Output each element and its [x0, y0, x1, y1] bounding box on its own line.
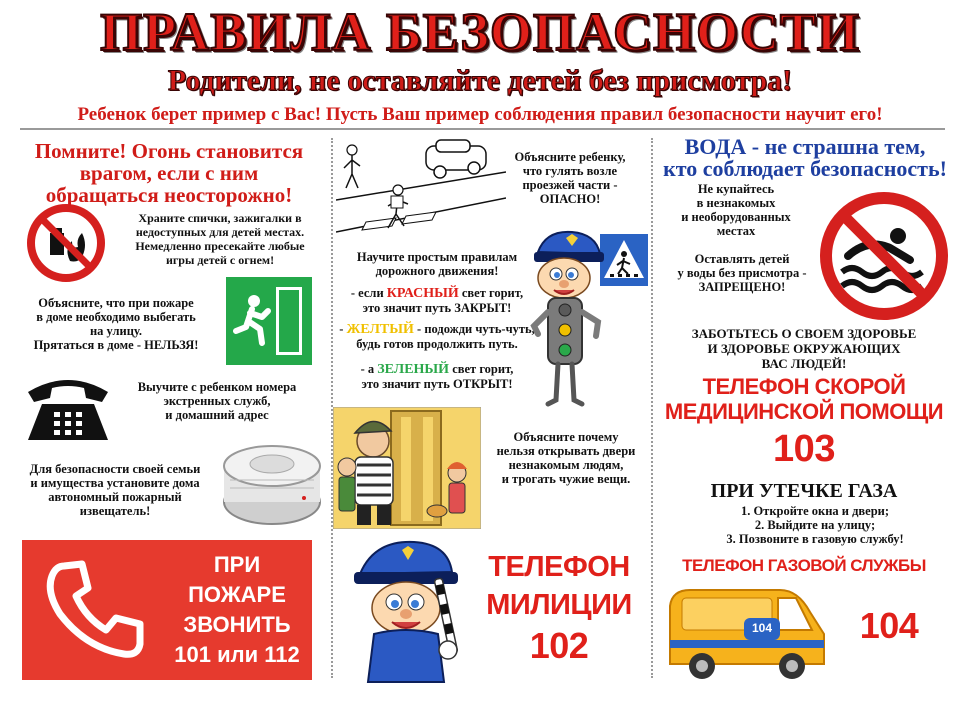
gas-van-number: 104 — [751, 621, 773, 635]
header-separator — [20, 128, 945, 130]
phone-handset-icon — [42, 558, 154, 662]
kids-water-text: Оставлять детей у воды без присмотра - ЗАПРЕЩЕНО! — [677, 252, 807, 294]
exit-text: Объясните, что при пожаре в доме необходимо выбегать на улицу. Прятаться в доме - НЕЛЬЗЯ! — [33, 296, 199, 352]
yellow-light-rule: - ЖЕЛТЫЙ - подожди чуть-чуть, будь готов продолжить путь. — [339, 322, 535, 351]
police-phone-label: ТЕЛЕФОН МИЛИЦИИ 102 — [486, 551, 632, 666]
traffic-light-icon — [530, 226, 608, 412]
gas-phone-number: 104 — [859, 605, 919, 646]
page-tagline: Ребенок берет пример с Вас! Пусть Ваш пример соблюдения правил безопасности научит его! — [77, 104, 883, 125]
phone-text: Выучите с ребенком номера экстренных служб, и домашний адрес — [137, 380, 297, 422]
stranger-door-illustration — [333, 407, 481, 529]
gas-van-icon — [660, 582, 830, 682]
smoke-detector-icon — [220, 440, 324, 532]
red-light-rule: - если КРАСНЫЙ свет горит, это значит путь ЗАКРЫТ! — [350, 286, 524, 315]
no-swimming-icon — [818, 190, 950, 322]
fire-call-text: ПРИ ПОЖАРЕ ЗВОНИТЬ 101 или 112 — [174, 552, 300, 667]
road-rules-intro: Научите простым правилам дорожного движения! — [356, 250, 518, 278]
gas-steps: 1. Откройте окна и двери; 2. Выйдите на улицу; 3. Позвоните в газовую службу! — [726, 504, 904, 546]
matches-text: Храните спички, зажигалки в недоступных для детей местах. Немедленно пресекайте любые игры детей с огнем! — [135, 211, 305, 267]
gas-heading: ПРИ УТЕЧКЕ ГАЗА — [710, 480, 898, 502]
water-heading: ВОДА - не страшна тем, кто соблюдает безопасность! — [663, 134, 947, 181]
gas-phone-label: ТЕЛЕФОН ГАЗОВОЙ СЛУЖБЫ — [682, 556, 926, 575]
policeman-illustration — [344, 534, 468, 684]
no-fire-icon — [26, 203, 106, 283]
fire-call-box — [22, 540, 312, 680]
exit-sign-icon — [226, 277, 312, 365]
health-text: ЗАБОТЬТЕСЬ О СВОЕМ ЗДОРОВЬЕ И ЗДОРОВЬЕ ОКРУЖАЮЩИХ ВАС ЛЮДЕЙ! — [691, 326, 917, 371]
telephone-icon — [22, 372, 114, 444]
page-title: ПРАВИЛА БЕЗОПАСНОСТИ — [100, 2, 860, 62]
fire-heading: Помните! Огонь становится врагом, если с ним обращаться неосторожно! — [34, 139, 304, 207]
column-separator-right — [651, 138, 653, 678]
door-text: Объясните почему нельзя открывать двери незнакомым людям, и трогать чужие вещи. — [496, 430, 636, 486]
page-subtitle: Родители, не оставляйте детей без присмотра! — [167, 64, 793, 97]
swim-text: Не купайтесь в незнакомых и необорудованных местах — [681, 182, 791, 238]
detector-text: Для безопасности своей семьи и имущества установите дома автономный пожарный извещатель! — [29, 462, 201, 518]
ambulance-phone-label: ТЕЛЕФОН СКОРОЙ МЕДИЦИНСКОЙ ПОМОЩИ 103 — [664, 374, 944, 470]
green-light-rule: - а ЗЕЛЕНЫЙ свет горит, это значит путь ОТКРЫТ! — [360, 362, 514, 391]
street-crossing-illustration — [336, 138, 506, 242]
crossing-text: Объясните ребенку, что гулять возле проезжей части - ОПАСНО! — [514, 150, 626, 206]
